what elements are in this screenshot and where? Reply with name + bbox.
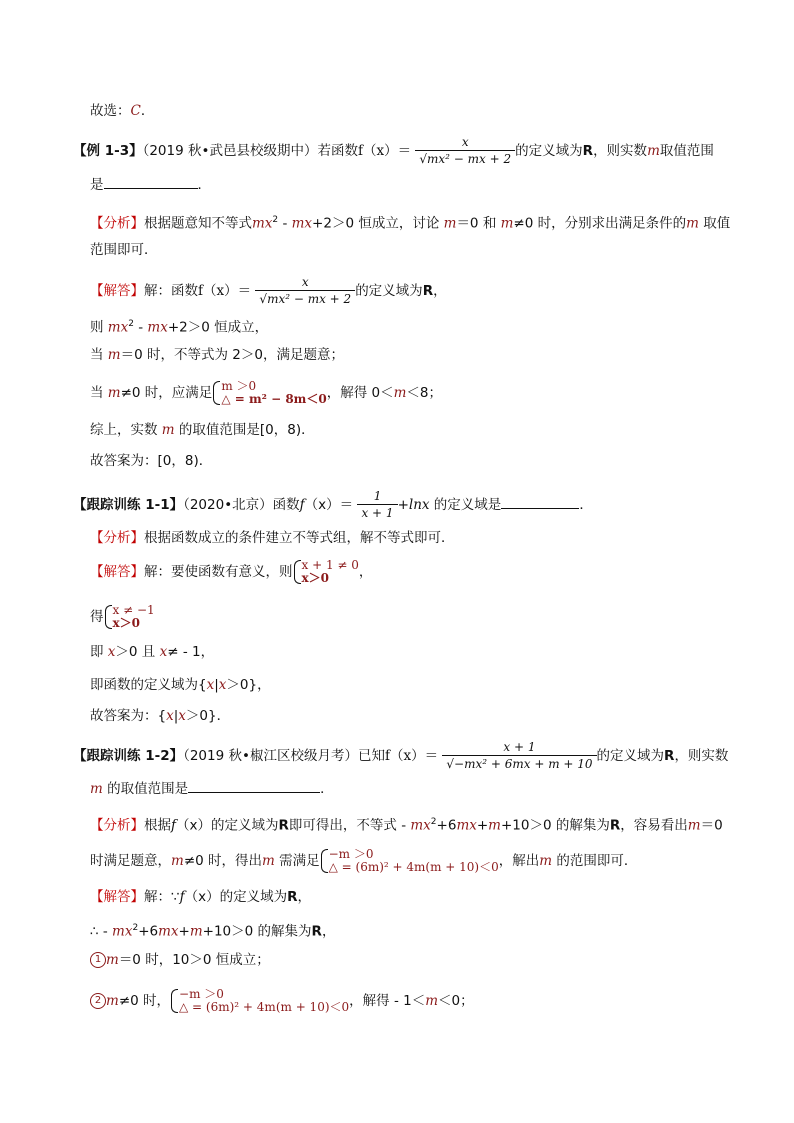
solution-tag: 【解答】 bbox=[90, 564, 144, 580]
solution-1-2-line1: 【解答】解：∵f（x）的定义域为R， bbox=[90, 889, 311, 905]
solution-1-1-line4: 即函数的定义域为{x|x＞0}， bbox=[90, 677, 271, 693]
solution-1-1-line3: 即 x＞0 且 x≠ - 1， bbox=[90, 644, 215, 660]
practice-1-1-heading: 【跟踪训练 1-1】（2020•北京）函数f（x）＝ $\frac{1}{x + 1}$ +lnx 的定义域是 ． bbox=[73, 489, 593, 520]
solution-1-3-line5: 综上，实数 m 的取值范围是[0，8)． bbox=[90, 422, 315, 438]
example-tag: 【例 1-3】 bbox=[73, 143, 143, 159]
solution-1-3-answer: 故答案为：[0，8)． bbox=[90, 453, 213, 469]
practice-tag: 【跟踪训练 1-1】 bbox=[73, 497, 184, 513]
practice-1-2-blank-line: m 的取值范围是 ． bbox=[90, 778, 334, 799]
analysis-1-3-line2: 范围即可． bbox=[90, 242, 158, 258]
example-1-3-blank-line: 是 ． bbox=[90, 174, 211, 195]
equation-system: x ≠ −1 x＞0 bbox=[104, 604, 155, 630]
solution-1-1-line2: 得 x ≠ −1 x＞0 bbox=[90, 603, 155, 630]
fraction: $\frac{x}{\text{√mx² − mx + 2}}$ bbox=[255, 275, 355, 307]
solution-1-3-line2: 则 $mx^2 - mx+2>0$ 恒成立， bbox=[90, 319, 269, 336]
solution-1-3-line1: 【解答】解：函数f（x）＝ $\frac{x}{\text{√mx² − mx + 2}}$ 的定义域为R， bbox=[90, 275, 447, 306]
analysis-1-2-line1: 【分析】根据f（x）的定义域为R即可得出，不等式 - $mx^2+6mx+m+10>0$ 的解集为R，容易看出m＝0 bbox=[90, 817, 723, 834]
circled-number-2: 2 bbox=[90, 993, 106, 1009]
solution-1-2-case1: 1 m＝0 时，10＞0 恒成立； bbox=[90, 950, 270, 970]
analysis-1-3-line1: 【分析】根据题意知不等式$mx^2 - mx+2>0$ 恒成立，讨论 m＝0 和 m≠0 时，分别求出满足条件的m 取值 bbox=[90, 215, 731, 232]
solution-tag: 【解答】 bbox=[90, 283, 144, 299]
solution-1-3-line4: 当 m≠0 时，应满足 m ＞0 △ = m² − 8m＜0 ，解得 0＜m＜8； bbox=[90, 379, 443, 406]
analysis-tag: 【分析】 bbox=[90, 530, 144, 546]
analysis-1-2-line2: 时满足题意，m≠0 时，得出m 需满足 −m ＞0 △ = (6m)² + 4m(m + 10)＜0 ，解出m 的范围即可． bbox=[90, 847, 638, 874]
analysis-tag: 【分析】 bbox=[90, 215, 144, 232]
answer-blank bbox=[104, 174, 198, 189]
answer-blank bbox=[501, 494, 579, 509]
fraction: $\frac{1}{x + 1}$ bbox=[357, 489, 397, 521]
fraction: $\frac{x}{\text{√mx² − mx + 2}}$ bbox=[415, 135, 515, 167]
solution-1-2-line2: ∴ - $mx^2+6mx+m+10>0$ 的解集为R， bbox=[90, 923, 336, 940]
example-1-3-heading: 【例 1-3】（2019 秋•武邑县校级期中）若函数f（x）＝ $\frac{x}{\text{√mx² − mx + 2}}$ 的定义域为R，则实数m取值范围 bbox=[73, 135, 714, 166]
practice-tag: 【跟踪训练 1-2】 bbox=[73, 748, 184, 764]
analysis-1-1: 【分析】根据函数成立的条件建立不等式组，解不等式即可． bbox=[90, 530, 455, 546]
circled-number-1: 1 bbox=[90, 952, 106, 968]
equation-system: m ＞0 △ = m² − 8m＜0 bbox=[212, 380, 326, 406]
practice-1-2-heading: 【跟踪训练 1-2】（2019 秋•椒江区校级月考）已知f（x）＝ $\frac{x + 1}{\text{√−mx² + 6mx + m + 10}}$ 的定义域为R，则实数 bbox=[73, 740, 729, 771]
answer-blank bbox=[188, 778, 320, 793]
fraction: $\frac{x + 1}{\text{√−mx² + 6mx + m + 10}}$ bbox=[442, 740, 596, 772]
solution-1-1-line1: 【解答】解：要使函数有意义，则 x + 1 ≠ 0 x＞0 ， bbox=[90, 558, 373, 585]
solution-1-3-line3: 当 m＝0 时，不等式为 2＞0，满足题意； bbox=[90, 347, 344, 363]
equation-system: −m ＞0 △ = (6m)² + 4m(m + 10)＜0 bbox=[320, 848, 499, 874]
equation-system: −m ＞0 △ = (6m)² + 4m(m + 10)＜0 bbox=[170, 988, 349, 1014]
equation-system: x + 1 ≠ 0 x＞0 bbox=[293, 559, 359, 585]
solution-tag: 【解答】 bbox=[90, 889, 144, 905]
solution-1-1-answer: 故答案为：{x|x＞0}． bbox=[90, 708, 231, 724]
solution-1-2-case2: 2 m≠0 时， −m ＞0 △ = (6m)² + 4m(m + 10)＜0 ，解得 - 1＜m＜0； bbox=[90, 988, 474, 1014]
line-answer-c: 故选：C． bbox=[90, 103, 155, 119]
analysis-tag: 【分析】 bbox=[90, 817, 144, 834]
